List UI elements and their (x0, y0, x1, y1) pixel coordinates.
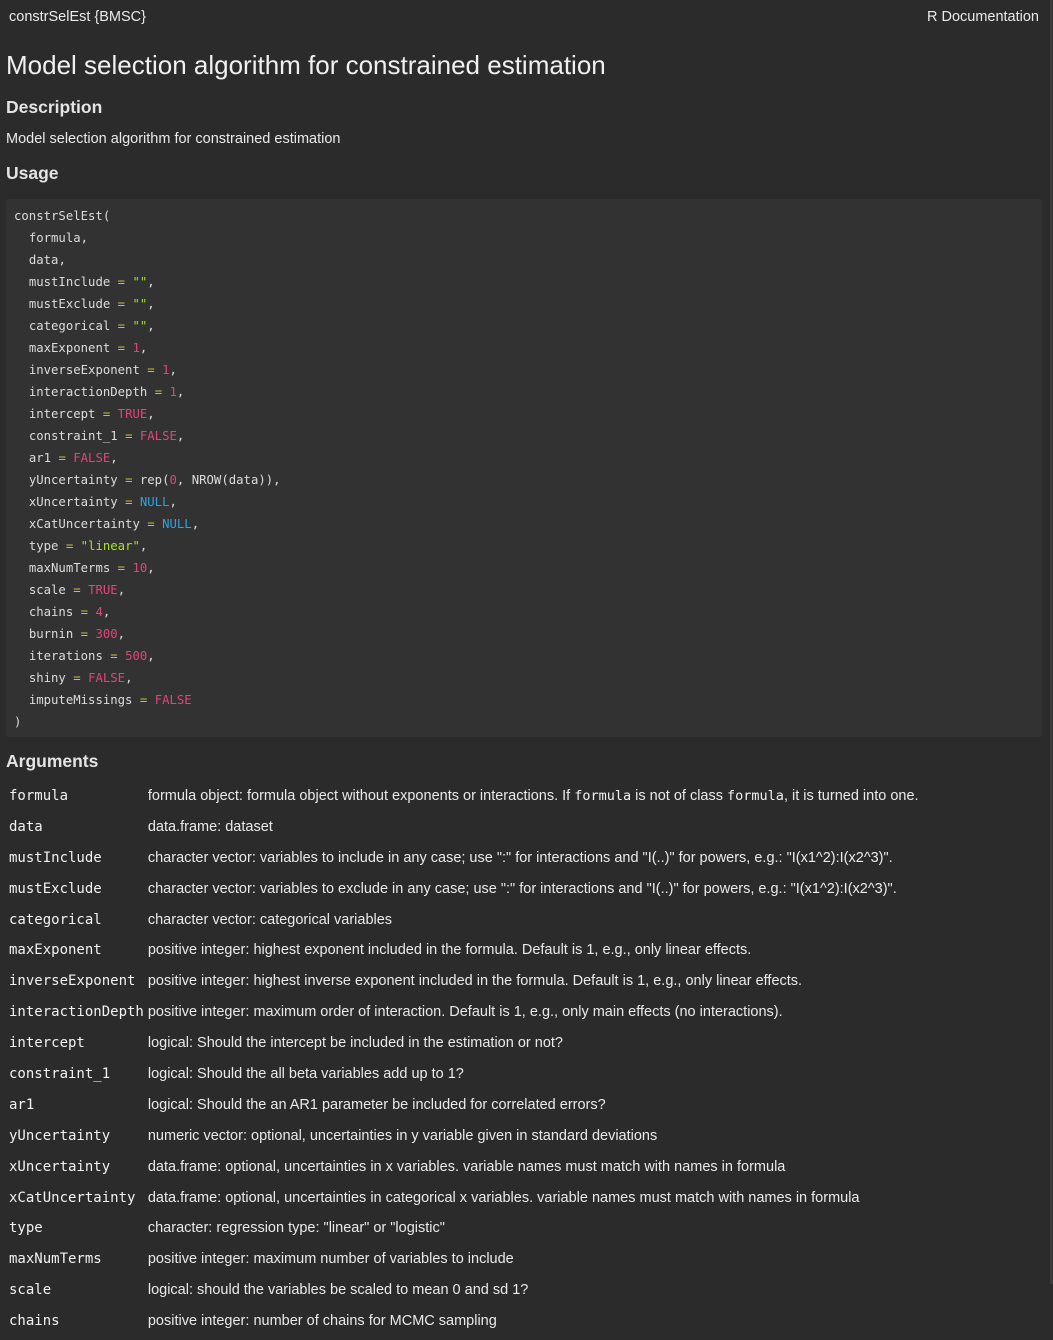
argument-name: constraint_1 (9, 1066, 111, 1083)
usage-param-value: rep(0, NROW(data)) (139, 473, 274, 487)
usage-param-name: yUncertainty (28, 473, 118, 487)
usage-equals: = (73, 671, 81, 685)
argument-row (5, 1155, 919, 1186)
usage-number: 0 (169, 473, 177, 487)
usage-param-value: 1 (169, 385, 177, 399)
usage-param-value: FALSE (139, 429, 177, 443)
usage-param-name: mustInclude (28, 275, 111, 289)
inline-code: formula (727, 788, 784, 804)
page-title: Model selection algorithm for constrained estimation (6, 50, 606, 80)
usage-param-line: formula, (28, 231, 89, 245)
argument-row (5, 877, 919, 908)
usage-equals: = (102, 407, 111, 421)
description-text: Model selection algorithm for constrained estimation (6, 131, 341, 147)
argument-row (5, 1278, 919, 1309)
usage-param-line: data, (28, 253, 66, 267)
usage-equals: = (125, 495, 133, 509)
usage-param-line: mustExclude = "", (28, 297, 155, 311)
usage-param-value: "" (132, 297, 148, 311)
argument-description: positive integer: highest inverse exponent included in the formula. Default is 1, e.g., only linear effects. (147, 973, 803, 990)
argument-name: mustInclude (9, 849, 102, 866)
usage-code-block: constrSelEst( formula, data, mustInclude = "", mustExclude = "", categorical = "", maxExponent = 1, inverseExponent = 1, interactionDepth = 1, intercept = TRUE, constraint_1 = FALSE, ar1 = FALSE, yUncertainty = rep(0, NROW(data)), xUncertainty = NULL, xCatUncertainty = NULL, type = "linear", maxNumTerms = 10, scale = TRUE, chains = 4, burnin = 300, iterations = 500, shiny = FALSE, imputeMissings = FALSE ) (6, 199, 1042, 737)
argument-row (5, 969, 919, 1000)
usage-param-name: type (28, 539, 59, 553)
usage-param-name: mustExclude (28, 297, 111, 311)
usage-equals: = (139, 693, 148, 707)
usage-param-name: burnin (28, 627, 74, 641)
usage-equals: = (80, 605, 89, 619)
argument-name: ar1 (9, 1096, 35, 1113)
usage-param-value: "" (132, 275, 148, 289)
usage-param-value: "linear" (80, 539, 140, 553)
usage-param-line: burnin = 300, (28, 627, 126, 641)
usage-param-value: TRUE (88, 583, 118, 597)
argument-row (5, 908, 919, 939)
usage-param-name: maxExponent (28, 341, 111, 355)
argument-row (5, 1247, 919, 1278)
usage-param-value: TRUE (117, 407, 148, 421)
usage-param-value: FALSE (154, 693, 192, 707)
argument-description: logical: Should the an AR1 parameter be included for correlated errors? (147, 1096, 606, 1113)
argument-name: inverseExponent (9, 973, 136, 990)
usage-param-name: scale (28, 583, 66, 597)
argument-description: character: regression type: "linear" or "logistic" (147, 1220, 445, 1237)
usage-param-name: iterations (28, 649, 103, 663)
usage-param-name: interactionDepth (28, 385, 148, 399)
usage-param-name: inverseExponent (28, 363, 140, 377)
argument-description: logical: Should the all beta variables add up to 1? (147, 1066, 464, 1083)
usage-param-name: chains (28, 605, 74, 619)
usage-equals: = (117, 319, 126, 333)
usage-equals: = (154, 385, 163, 399)
usage-equals: = (147, 363, 155, 377)
usage-param-value: 500 (125, 649, 148, 663)
argument-description: character vector: categorical variables (147, 911, 393, 928)
argument-description: positive integer: highest exponent included in the formula. Default is 1, e.g., only linear effects. (147, 942, 752, 959)
argument-name: categorical (9, 911, 102, 928)
usage-param-line: shiny = FALSE, (28, 671, 133, 685)
usage-param-value: FALSE (88, 671, 126, 685)
usage-param-value: 4 (95, 605, 103, 619)
usage-param-value: NULL (162, 517, 192, 531)
argument-description: logical: Should the intercept be included in the estimation or not? (147, 1035, 563, 1052)
argument-name: xCatUncertainty (9, 1189, 136, 1206)
usage-param-line: iterations = 500, (28, 649, 155, 663)
argument-name: formula (9, 788, 69, 804)
usage-param-value: NULL (139, 495, 170, 509)
argument-name: data (9, 818, 43, 835)
usage-equals: = (117, 297, 126, 311)
argument-row (5, 1062, 919, 1093)
argument-name: scale (9, 1282, 52, 1299)
doc-header (0, 0, 1053, 34)
argument-description: data.frame: optional, uncertainties in categorical x variables. variable names must match with names in formula (147, 1189, 860, 1206)
usage-heading: Usage (6, 163, 59, 183)
r-documentation-label: R Documentation (926, 9, 1039, 25)
argument-row (5, 1186, 919, 1217)
argument-description: character vector: variables to exclude in any case; use ":" for interactions and "I(..)" for powers, e.g.: "I(x1^2):I(x2^3)". (147, 880, 897, 897)
argument-description: character vector: variables to include in any case; use ":" for interactions and "I(..)" for powers, e.g.: "I(x1^2):I(x2^3)". (147, 849, 893, 866)
usage-equals: = (117, 275, 126, 289)
arguments-heading: Arguments (6, 751, 99, 771)
usage-param-name: xCatUncertainty (28, 517, 140, 531)
arguments-table (5, 784, 919, 1340)
argument-row (5, 1031, 919, 1062)
usage-equals: = (125, 473, 133, 487)
argument-name: maxNumTerms (9, 1251, 102, 1268)
usage-param-line: inverseExponent = 1, (28, 363, 177, 377)
usage-param-value: 10 (132, 561, 148, 575)
usage-param-name: maxNumTerms (28, 561, 111, 575)
usage-param-line: maxExponent = 1, (28, 341, 148, 355)
usage-param-value: 1 (132, 341, 140, 355)
inline-code: formula (574, 788, 632, 804)
usage-equals: = (65, 539, 74, 553)
argument-row (5, 815, 919, 846)
argument-name: interactionDepth (9, 1004, 144, 1021)
argument-row (5, 1000, 919, 1031)
usage-equals: = (58, 451, 66, 465)
usage-param-line: mustInclude = "", (28, 275, 155, 289)
usage-equals: = (117, 341, 126, 355)
usage-param-name: intercept (28, 407, 96, 421)
argument-row (5, 1093, 919, 1124)
usage-param-line: interactionDepth = 1, (28, 385, 185, 399)
argument-row (5, 1309, 919, 1340)
usage-equals: = (80, 627, 89, 641)
argument-row (5, 938, 919, 969)
argument-name: mustExclude (9, 880, 102, 897)
argument-description: data.frame: optional, uncertainties in x variables. variable names must match with names in formula (147, 1158, 786, 1175)
usage-param-line: yUncertainty = rep(0, NROW(data)), (28, 473, 281, 487)
argument-description: positive integer: number of chains for MCMC sampling (147, 1313, 497, 1330)
argument-description: data.frame: dataset (147, 818, 273, 835)
argument-row (5, 846, 919, 877)
argument-name: type (9, 1220, 43, 1237)
usage-param-line: xUncertainty = NULL, (28, 495, 177, 509)
description-heading: Description (6, 97, 103, 117)
usage-param-line: type = "linear", (28, 539, 148, 553)
usage-param-name: imputeMissings (28, 693, 133, 707)
usage-param-line: categorical = "", (28, 319, 155, 333)
argument-name: chains (9, 1313, 60, 1330)
usage-param-line: xCatUncertainty = NULL, (28, 517, 200, 531)
usage-param-line (14, 693, 192, 707)
usage-param-name: xUncertainty (28, 495, 118, 509)
argument-description: logical: should the variables be scaled to mean 0 and sd 1? (147, 1282, 529, 1299)
argument-description: numeric vector: optional, uncertainties in y variable given in standard deviations (147, 1127, 658, 1144)
usage-param-line: intercept = TRUE, (28, 407, 155, 421)
usage-equals: = (125, 429, 133, 443)
argument-row (5, 1216, 919, 1247)
usage-equals: = (117, 561, 126, 575)
usage-param-line: scale = TRUE, (28, 583, 126, 597)
argument-description: positive integer: maximum order of interaction. Default is 1, e.g., only main effects (no interactions). (147, 1004, 783, 1021)
argument-row (5, 1124, 919, 1155)
usage-param-name: formula (28, 231, 81, 245)
usage-function-name: constrSelEst (14, 209, 103, 223)
argument-name: xUncertainty (9, 1158, 111, 1175)
package-label: constrSelEst {BMSC} (9, 9, 146, 25)
usage-param-line: constraint_1 = FALSE, (28, 429, 185, 443)
argument-description: formula object: formula object without exponents or interactions. If formula is not of class formula, it is turned into one. (147, 788, 919, 804)
argument-row (5, 784, 919, 815)
argument-name: yUncertainty (9, 1127, 111, 1144)
usage-param-name: constraint_1 (28, 429, 118, 443)
usage-equals: = (73, 583, 81, 597)
usage-param-name: shiny (28, 671, 66, 685)
argument-description: positive integer: maximum number of variables to include (147, 1251, 514, 1268)
usage-param-name: ar1 (28, 451, 52, 465)
usage-param-value: 1 (162, 363, 170, 377)
usage-equals: = (147, 517, 155, 531)
argument-name: maxExponent (9, 942, 102, 959)
usage-param-value: 300 (95, 627, 118, 641)
usage-param-line: ar1 = FALSE, (28, 451, 118, 465)
argument-name: intercept (9, 1035, 85, 1052)
usage-param-line: chains = 4, (28, 605, 111, 619)
usage-equals: = (110, 649, 118, 663)
usage-param-name: data (28, 253, 59, 267)
usage-param-line: maxNumTerms = 10, (28, 561, 155, 575)
usage-param-value: FALSE (73, 451, 111, 465)
usage-param-value: "" (132, 319, 148, 333)
usage-param-name: categorical (28, 319, 111, 333)
